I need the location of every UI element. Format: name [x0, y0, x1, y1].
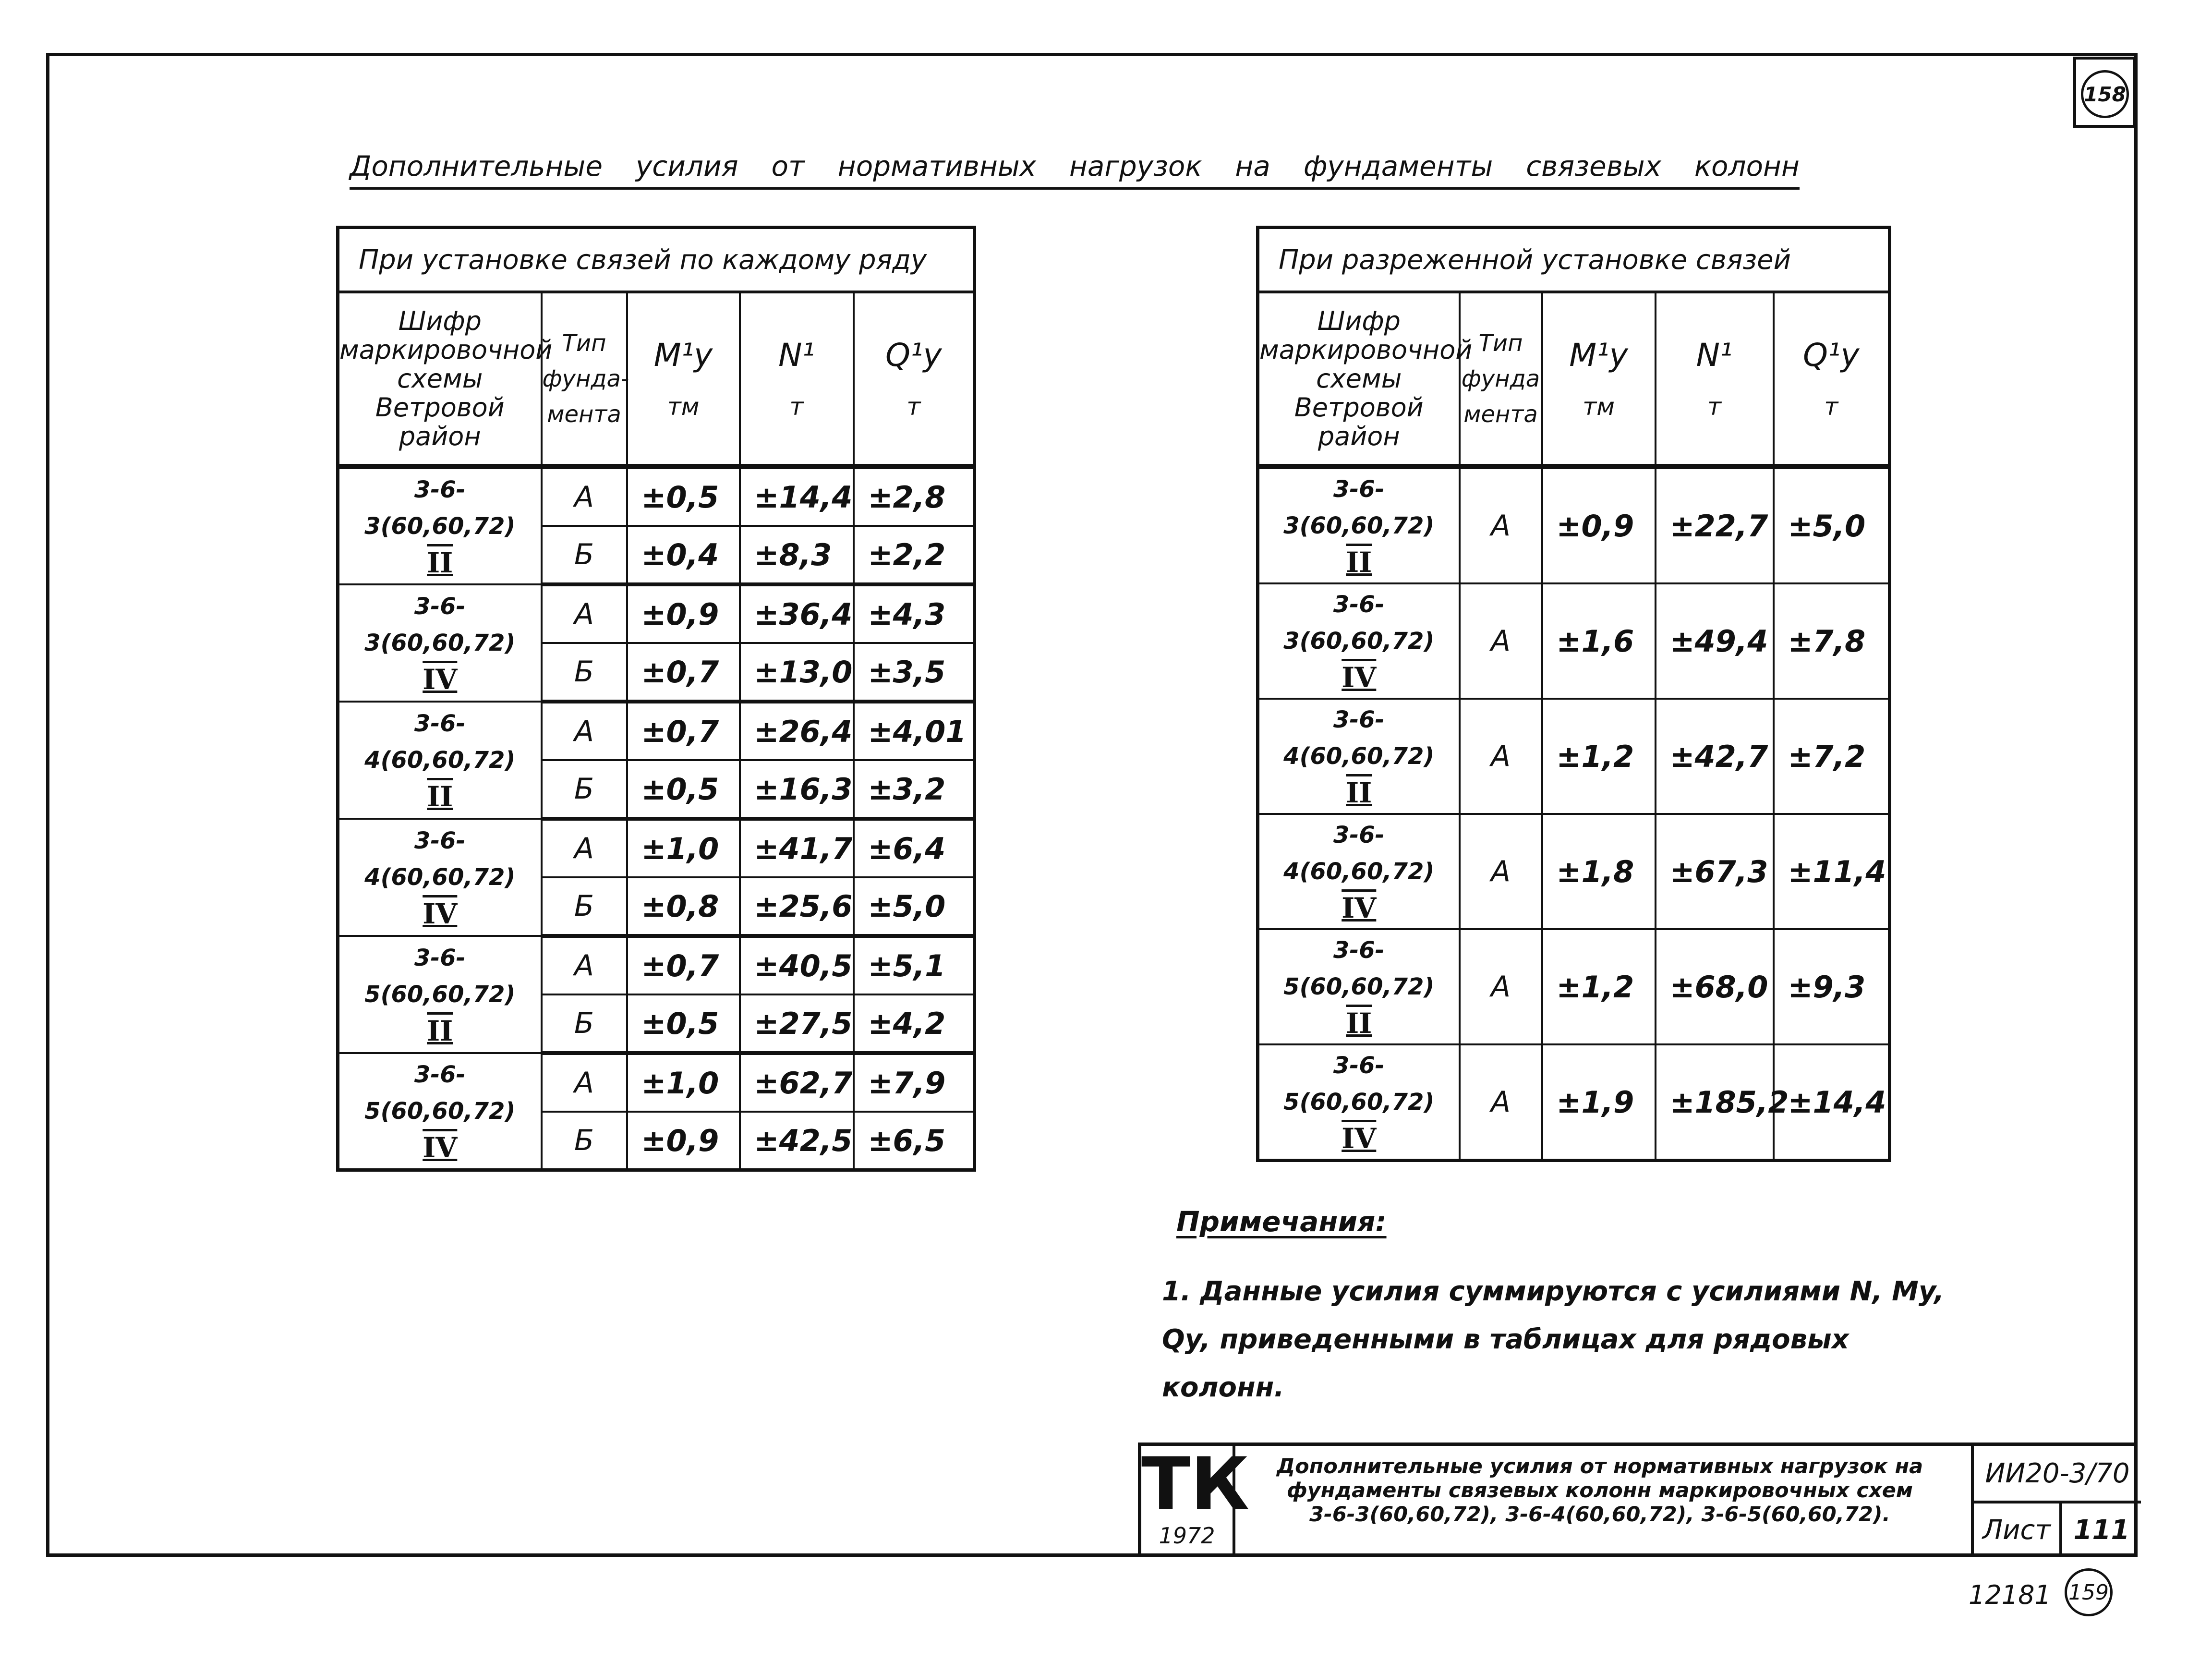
title-block [1138, 1443, 2138, 1557]
page-number-box [2073, 57, 2136, 128]
normal-force-value: ±49,4 [1656, 583, 1774, 699]
tk-cell [1141, 1443, 1249, 1557]
title-word: связевых [1526, 150, 1662, 182]
scheme-code-text: 3-6-5(60,60,72) [1283, 937, 1435, 1000]
sheet-label: Лист [1971, 1503, 2062, 1557]
shear-value: ±14,4 [1774, 1044, 1890, 1161]
header-line: Шифр [1317, 305, 1401, 336]
wind-zone: II [1346, 1007, 1372, 1040]
scheme-code-text: 3-6-5(60,60,72) [364, 1061, 516, 1125]
scheme-code-text: 3-6-4(60,60,72) [1283, 822, 1435, 885]
scheme-code [1258, 699, 1460, 814]
description-line: фундаменты связевых колонн маркировочных схем [1286, 1479, 1913, 1503]
header-moment [627, 292, 740, 467]
header-code [1258, 292, 1473, 467]
normal-force-value: ±62,7 [740, 1053, 854, 1112]
scheme-code [338, 467, 542, 585]
header-line: фунда [1461, 365, 1540, 392]
normal-force-value: ±26,4 [740, 702, 854, 760]
foundation-type: А [542, 936, 627, 994]
tk-logo: ТК [1141, 1443, 1249, 1526]
shear-value: ±5,0 [1774, 467, 1890, 584]
wind-zone: II [427, 546, 453, 579]
header-line: Ветровой [1294, 392, 1424, 423]
foundation-type: А [1460, 699, 1542, 814]
moment-value: ±0,5 [627, 760, 740, 819]
table-row [338, 819, 975, 877]
normal-force-value: ±68,0 [1656, 929, 1774, 1044]
shear-value: ±11,4 [1774, 814, 1890, 929]
wind-zone: IV [1342, 1122, 1377, 1155]
foundation-type: Б [542, 1112, 627, 1170]
scheme-code [1258, 929, 1460, 1044]
shear-value: ±5,0 [854, 877, 975, 936]
title-block-description [1242, 1455, 1958, 1527]
shear-value: ±7,8 [1774, 583, 1890, 699]
scheme-code-text: 3-6-4(60,60,72) [364, 710, 516, 774]
moment-value: ±0,7 [627, 936, 740, 994]
wind-zone: II [1346, 546, 1372, 579]
next-page-number: 159 [2065, 1568, 2113, 1616]
normal-force-value: ±13,0 [740, 643, 854, 702]
description-line: 3-6-3(60,60,72), 3-6-4(60,60,72), 3-6-5(60,60,72). [1309, 1503, 1890, 1527]
scheme-code [1258, 814, 1460, 929]
foundation-type: А [542, 1053, 627, 1112]
foundation-type: А [1460, 814, 1542, 929]
header-moment-symbol: M¹y [653, 337, 713, 374]
scheme-code-text: 3-6-4(60,60,72) [1283, 706, 1435, 770]
description-line: Дополнительные усилия от нормативных нагрузок на [1276, 1455, 1923, 1479]
shear-value: ±6,4 [854, 819, 975, 877]
header-type [542, 292, 627, 467]
table-row [338, 936, 975, 994]
scheme-code-text: 3-6-4(60,60,72) [364, 827, 516, 891]
table-caption: При разреженной установке связей [1258, 228, 1890, 292]
shear-value: ±2,2 [854, 526, 975, 584]
header-line: маркировочной [339, 334, 553, 365]
normal-force-value: ±185,2 [1656, 1044, 1774, 1161]
scheme-code-text: 3-6-3(60,60,72) [364, 476, 516, 540]
foundation-type: А [1460, 1044, 1542, 1161]
normal-force-value: ±67,3 [1656, 814, 1774, 929]
shear-value: ±7,9 [854, 1053, 975, 1112]
title-word: нормативных [837, 150, 1037, 182]
table-row [1258, 1044, 1890, 1161]
wind-zone: II [427, 780, 453, 813]
normal-force-value: ±41,7 [740, 819, 854, 877]
header-line: район [1318, 421, 1400, 451]
foundation-type: А [542, 819, 627, 877]
normal-force-value: ±27,5 [740, 994, 854, 1053]
table-row [1258, 583, 1890, 699]
normal-force-value: ±25,6 [740, 877, 854, 936]
tk-year: 1972 [1159, 1523, 1215, 1549]
header-line: фунда- [542, 365, 629, 392]
foundation-type: Б [542, 760, 627, 819]
title-word: Дополнительные [350, 150, 603, 182]
normal-force-value: ±40,5 [740, 936, 854, 994]
moment-value: ±1,0 [627, 819, 740, 877]
header-normal-force [1656, 292, 1774, 467]
foundation-type: А [1460, 467, 1542, 584]
shear-value: ±9,3 [1774, 929, 1890, 1044]
scheme-code [338, 584, 542, 702]
header-moment-symbol: M¹y [1569, 337, 1628, 374]
header-line: мента [1463, 400, 1538, 428]
header-normal-force-unit: т [1707, 393, 1722, 421]
scheme-code [1258, 583, 1460, 699]
scheme-code-text: 3-6-3(60,60,72) [364, 593, 516, 656]
header-shear-unit: т [907, 393, 921, 421]
header-line: схемы [397, 363, 483, 394]
foundation-type: А [542, 584, 627, 643]
moment-value: ±0,9 [1542, 467, 1656, 584]
main-title [350, 150, 1800, 190]
shear-value: ±7,2 [1774, 699, 1890, 814]
moment-value: ±0,5 [627, 467, 740, 526]
table-row [1258, 814, 1890, 929]
scheme-code-text: 3-6-5(60,60,72) [364, 945, 516, 1008]
moment-value: ±1,6 [1542, 583, 1656, 699]
scheme-code-text: 3-6-3(60,60,72) [1283, 591, 1435, 655]
header-type [1460, 292, 1542, 467]
foundation-type: Б [542, 526, 627, 584]
scheme-code [1258, 467, 1460, 584]
wind-zone: II [427, 1015, 453, 1047]
table-row [338, 702, 975, 760]
scheme-code [338, 936, 542, 1053]
archive-number: 12181 [1969, 1580, 2051, 1610]
document-code: ИИ20-3/70 [1971, 1446, 2141, 1503]
foundation-type: А [1460, 583, 1542, 699]
title-word: усилия [635, 150, 738, 182]
header-line: маркировочной [1259, 334, 1473, 365]
moment-value: ±0,7 [627, 702, 740, 760]
table-row [338, 1053, 975, 1112]
shear-value: ±5,1 [854, 936, 975, 994]
title-word: от [771, 150, 805, 182]
moment-value: ±0,4 [627, 526, 740, 584]
normal-force-value: ±42,5 [740, 1112, 854, 1170]
shear-value: ±4,01 [854, 702, 975, 760]
header-shear [1774, 292, 1890, 467]
header-line: Тип [1478, 329, 1523, 357]
header-normal-force-symbol: N¹ [1696, 337, 1733, 374]
table-sparse [1256, 226, 1891, 1162]
table-row [338, 584, 975, 643]
header-line: Ветровой [375, 392, 505, 423]
normal-force-value: ±36,4 [740, 584, 854, 643]
table-each-row [336, 226, 976, 1172]
wind-zone: II [1346, 776, 1372, 809]
note-item: 1. Данные усилия суммируются с усилиями N, My, Qy, приведенными в таблицах для рядовых колонн. [1162, 1276, 1945, 1403]
moment-value: ±0,9 [627, 584, 740, 643]
moment-value: ±0,8 [627, 877, 740, 936]
normal-force-value: ±8,3 [740, 526, 854, 584]
header-normal-force [740, 292, 854, 467]
moment-value: ±0,5 [627, 994, 740, 1053]
page-number: 158 [2081, 70, 2129, 118]
shear-value: ±3,5 [854, 643, 975, 702]
header-normal-force-unit: т [789, 393, 804, 421]
moment-value: ±1,0 [627, 1053, 740, 1112]
table-caption: При установке связей по каждому ряду [338, 228, 975, 292]
header-shear [854, 292, 975, 467]
header-code [338, 292, 553, 467]
moment-value: ±1,9 [1542, 1044, 1656, 1161]
wind-zone: IV [423, 897, 458, 930]
wind-zone: IV [1342, 661, 1377, 694]
foundation-type: А [542, 467, 627, 526]
table-row [1258, 699, 1890, 814]
normal-force-value: ±22,7 [1656, 467, 1774, 584]
scheme-code-text: 3-6-3(60,60,72) [1283, 476, 1435, 539]
shear-value: ±4,3 [854, 584, 975, 643]
title-word: фундаменты [1303, 150, 1493, 182]
table-row [1258, 929, 1890, 1044]
normal-force-value: ±14,4 [740, 467, 854, 526]
foundation-type: Б [542, 643, 627, 702]
foundation-type: Б [542, 994, 627, 1053]
title-word: нагрузок [1069, 150, 1202, 182]
header-shear-symbol: Q¹y [1803, 337, 1860, 374]
wind-zone: IV [423, 1131, 458, 1164]
moment-value: ±1,2 [1542, 929, 1656, 1044]
foundation-type: Б [542, 877, 627, 936]
foundation-type: А [1460, 929, 1542, 1044]
header-line: схемы [1316, 363, 1402, 394]
moment-value: ±1,2 [1542, 699, 1656, 814]
shear-value: ±6,5 [854, 1112, 975, 1170]
sheet-number: 111 [2073, 1515, 2130, 1546]
moment-value: ±1,8 [1542, 814, 1656, 929]
moment-value: ±0,9 [627, 1112, 740, 1170]
foundation-type: А [542, 702, 627, 760]
title-word: колонн [1694, 150, 1800, 182]
table-row [1258, 467, 1890, 584]
normal-force-value: ±16,3 [740, 760, 854, 819]
header-normal-force-symbol: N¹ [778, 337, 815, 374]
shear-value: ±2,8 [854, 467, 975, 526]
notes-title: Примечания: [1176, 1205, 1387, 1238]
moment-value: ±0,7 [627, 643, 740, 702]
normal-force-value: ±42,7 [1656, 699, 1774, 814]
header-moment-unit: тм [1583, 393, 1615, 421]
scheme-code [1258, 1044, 1460, 1161]
scheme-code-text: 3-6-5(60,60,72) [1283, 1052, 1435, 1115]
header-shear-unit: т [1824, 393, 1838, 421]
header-moment [1542, 292, 1656, 467]
wind-zone: IV [423, 663, 458, 696]
scheme-code [338, 702, 542, 819]
shear-value: ±3,2 [854, 760, 975, 819]
scheme-code [338, 819, 542, 936]
header-line: Тип [562, 329, 606, 357]
scheme-code [338, 1053, 542, 1170]
header-moment-unit: тм [667, 393, 700, 421]
wind-zone: IV [1342, 892, 1377, 924]
shear-value: ±4,2 [854, 994, 975, 1053]
header-line: мента [547, 400, 621, 428]
header-line: Шифр [398, 305, 482, 336]
header-shear-symbol: Q¹y [885, 337, 942, 374]
header-line: район [399, 421, 481, 451]
title-word: на [1235, 150, 1270, 182]
table-row [338, 467, 975, 526]
